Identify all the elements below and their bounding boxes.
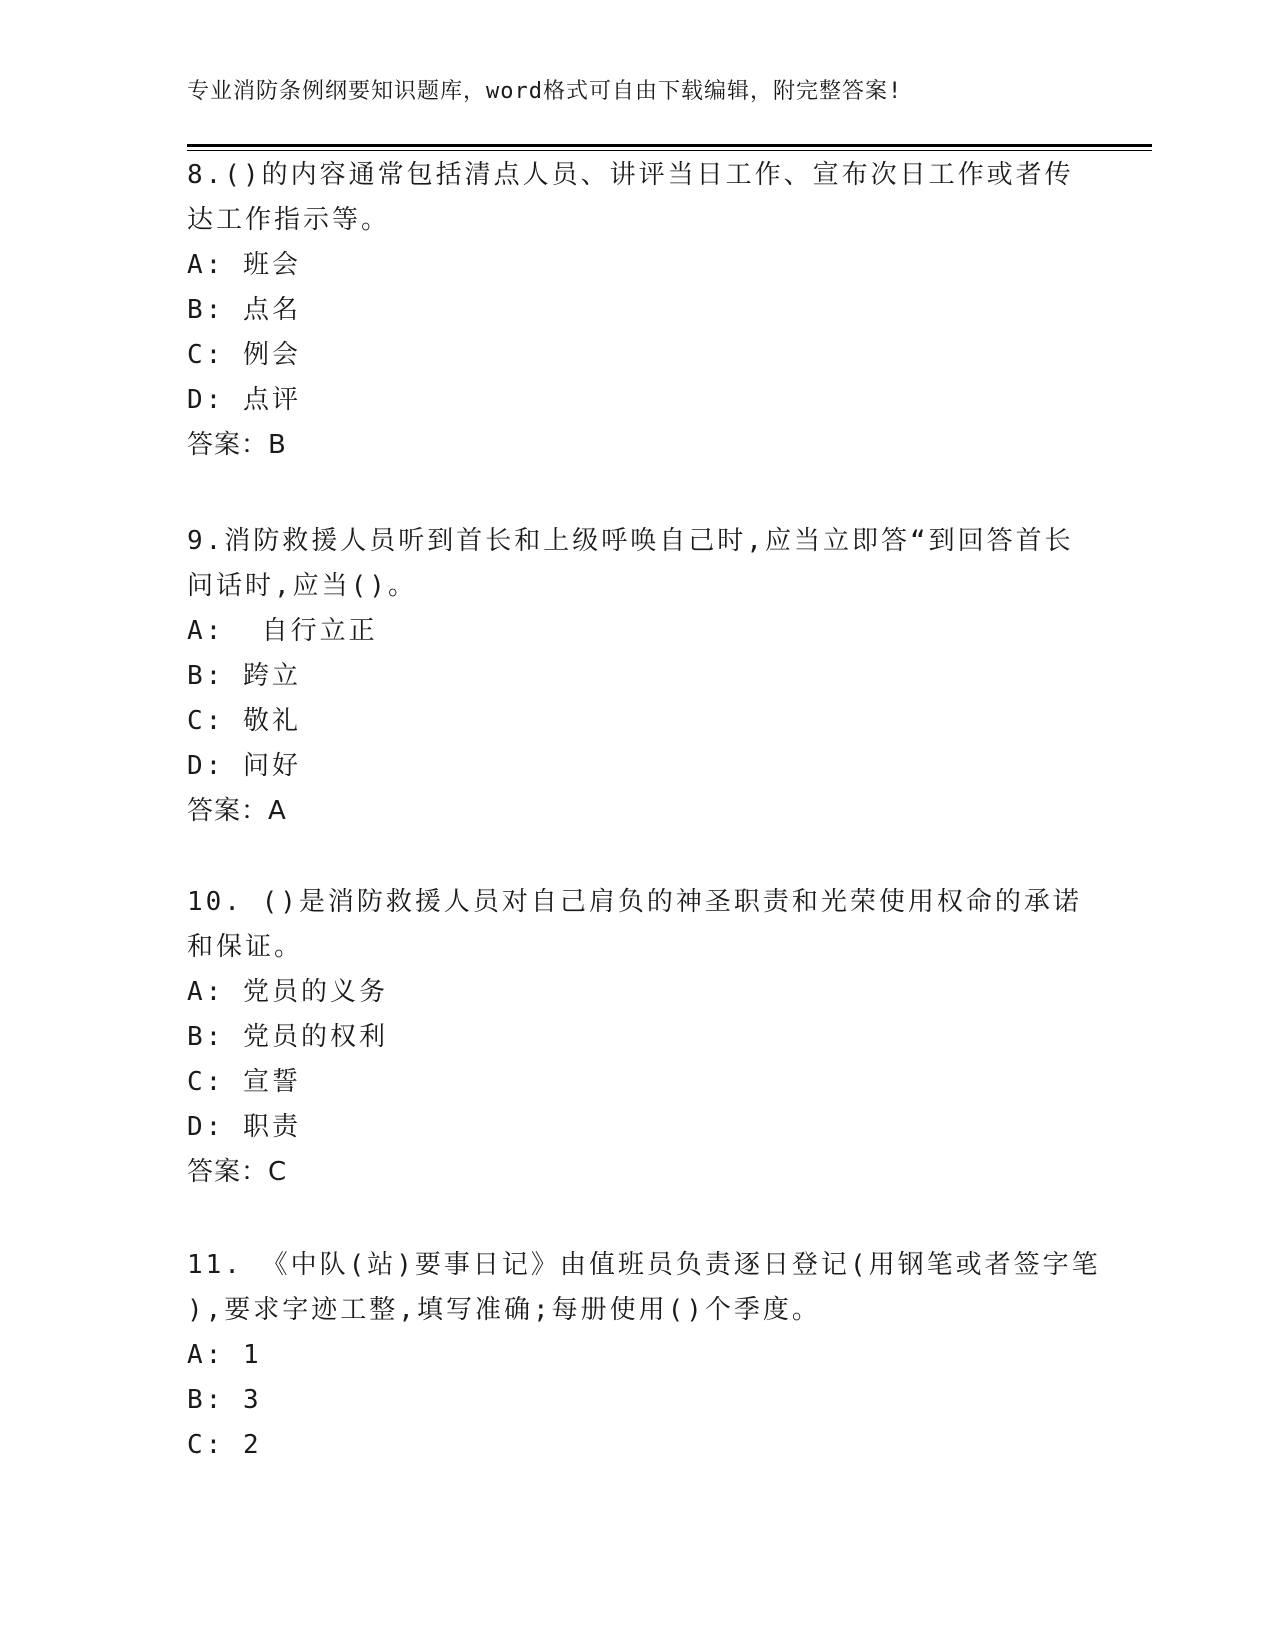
option-c bbox=[187, 333, 1107, 378]
answer-line: 答案：C bbox=[187, 1157, 288, 1187]
option-b bbox=[187, 288, 1107, 333]
option-text: 1 bbox=[242, 1340, 262, 1370]
question-10 bbox=[187, 880, 1107, 1195]
option-label: C: bbox=[187, 706, 243, 736]
option-label: C: bbox=[187, 340, 243, 370]
option-label: A: bbox=[187, 1340, 243, 1370]
option-a bbox=[187, 970, 1107, 1015]
header-divider-thin bbox=[187, 150, 1152, 151]
option-text: 3 bbox=[242, 1385, 262, 1415]
option-a bbox=[187, 243, 1107, 288]
option-a bbox=[187, 609, 1107, 654]
option-b bbox=[187, 654, 1107, 699]
question-stem-line: 11. 《中队(站)要事日记》由值班员负责逐日登记(用钢笔或者签字笔 bbox=[187, 1250, 1101, 1280]
option-text: 点评 bbox=[242, 385, 301, 415]
option-text: 党员的义务 bbox=[242, 977, 388, 1007]
option-c bbox=[187, 1423, 1107, 1468]
option-c bbox=[187, 699, 1107, 744]
option-text: 自行立正 bbox=[242, 616, 378, 646]
option-label: D: bbox=[187, 751, 243, 781]
option-label: D: bbox=[187, 1112, 243, 1142]
option-label: B: bbox=[187, 1385, 243, 1415]
option-c bbox=[187, 1060, 1107, 1105]
document-header: 专业消防条例纲要知识题库，word格式可自由下载编辑，附完整答案! bbox=[187, 79, 903, 104]
question-stem-line: 和保证。 bbox=[187, 932, 304, 962]
question-stem-line: 问话时,应当()。 bbox=[187, 571, 417, 601]
option-d bbox=[187, 1105, 1107, 1150]
question-11 bbox=[187, 1243, 1107, 1468]
option-label: A: bbox=[187, 616, 243, 646]
header-divider-thick bbox=[187, 144, 1152, 147]
option-label: A: bbox=[187, 977, 243, 1007]
option-label: B: bbox=[187, 661, 243, 691]
option-d bbox=[187, 378, 1107, 423]
option-label: A: bbox=[187, 250, 243, 280]
answer-line: 答案：A bbox=[187, 796, 287, 826]
option-label: B: bbox=[187, 295, 243, 325]
option-text: 班会 bbox=[242, 250, 301, 280]
answer-line: 答案：B bbox=[187, 430, 287, 460]
option-b bbox=[187, 1015, 1107, 1060]
option-label: C: bbox=[187, 1067, 243, 1097]
question-9 bbox=[187, 519, 1107, 834]
option-a bbox=[187, 1333, 1107, 1378]
option-b bbox=[187, 1378, 1107, 1423]
option-text: 例会 bbox=[242, 340, 301, 370]
question-stem-line: 8.()的内容通常包括清点人员、讲评当日工作、宣布次日工作或者传 bbox=[187, 160, 1074, 190]
option-label: C: bbox=[187, 1430, 243, 1460]
option-text: 2 bbox=[242, 1430, 262, 1460]
question-stem-line: 10. ()是消防救援人员对自己肩负的神圣职责和光荣使用权命的承诺 bbox=[187, 887, 1082, 917]
option-text: 职责 bbox=[242, 1112, 301, 1142]
option-label: D: bbox=[187, 385, 243, 415]
option-text: 问好 bbox=[242, 751, 301, 781]
question-8 bbox=[187, 153, 1107, 468]
option-text: 党员的权利 bbox=[242, 1022, 388, 1052]
option-text: 点名 bbox=[242, 295, 301, 325]
option-text: 敬礼 bbox=[242, 706, 301, 736]
question-stem-line: 9.消防救援人员听到首长和上级呼唤自己时,应当立即答“到回答首长 bbox=[187, 526, 1074, 556]
option-d bbox=[187, 744, 1107, 789]
question-stem-line: 达工作指示等。 bbox=[187, 205, 391, 235]
option-text: 宣誓 bbox=[242, 1067, 301, 1097]
option-text: 跨立 bbox=[242, 661, 301, 691]
option-label: B: bbox=[187, 1022, 243, 1052]
question-stem-line: ),要求字迹工整,填写准确;每册使用()个季度。 bbox=[187, 1295, 821, 1325]
